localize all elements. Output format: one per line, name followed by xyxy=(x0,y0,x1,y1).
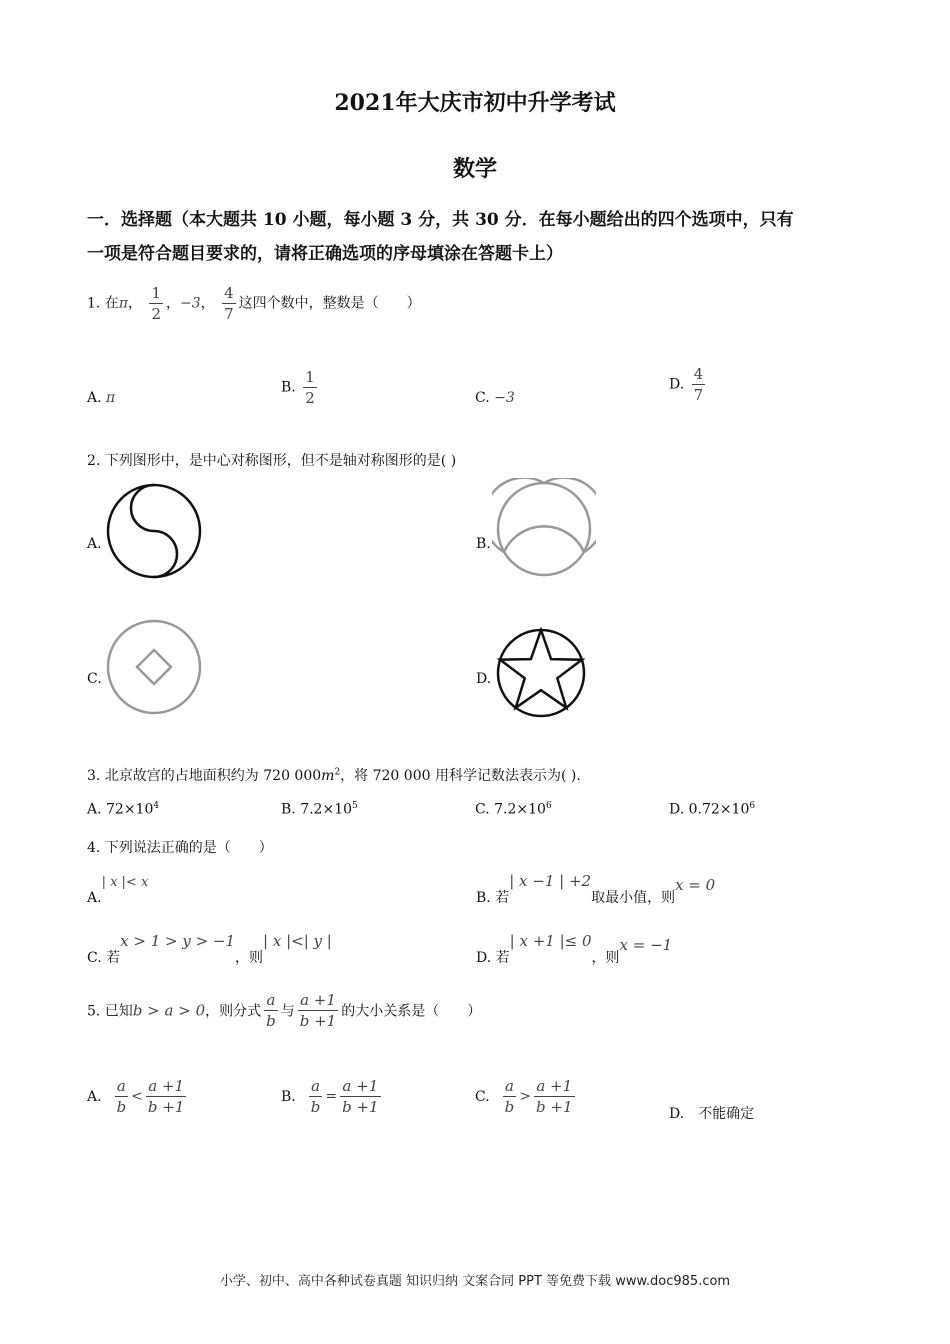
q3-option-c[interactable]: C. $7.2\times 10^6$ xyxy=(475,801,552,818)
yin-yang-figure[interactable] xyxy=(104,482,204,580)
q4-option-c[interactable]: C. 若x > 1 > y > −1，则| x |<| y | xyxy=(87,932,332,966)
section-heading-line1: 一．选择题（本大题共 10 小题，每小题 3 分，共 30 分．在每小题给出的四个选项中，只有 xyxy=(87,210,794,230)
coin-square-figure[interactable] xyxy=(104,616,204,718)
q2-option-d-label[interactable]: D. xyxy=(476,671,492,687)
question-2-stem: 2. 下列图形中，是中心对称图形，但不是轴对称图形的是( ) xyxy=(87,453,457,469)
q1-option-b[interactable]: B. $\frac{1}{2}$ xyxy=(281,368,315,407)
q5-option-a[interactable]: A. $\frac{a}{b}$ < $\frac{a +1}{b +1}$ xyxy=(87,1077,185,1116)
q3-option-d[interactable]: D. $0.72\times 10^6$ xyxy=(669,801,756,818)
footer-text: 小学、初中、高中各种试卷真题 知识归纳 文案合同 PPT 等免费下载 www.doc985.com xyxy=(219,1274,731,1289)
fraction-1-2: $\frac{1}{2}$ xyxy=(151,284,162,323)
q4-option-b[interactable]: B. 若| x −1 | +2取最小值，则x = 0 xyxy=(476,872,716,906)
q4-option-a[interactable]: A.| x |< x xyxy=(87,875,149,906)
q1-option-d[interactable]: D. $\frac{4}{7}$ xyxy=(669,365,704,404)
question-4-stem: 4. 下列说法正确的是（ ） xyxy=(87,840,273,856)
q3-option-b[interactable]: B. $7.2\times 10^5$ xyxy=(281,801,358,818)
q4-option-d[interactable]: D. 若| x +1 |≤ 0，则x = −1 xyxy=(476,932,673,966)
subject-title: 数学 xyxy=(452,156,497,182)
question-5-stem: 5. 已知b > a > 0，则分式 $\frac{a}{b}$ 与 $\frac{a +1}{b +1}$ 的大小关系是（ ） xyxy=(87,991,482,1030)
three-arc-circle-figure[interactable] xyxy=(492,478,596,580)
question-1-stem: 1. 在π， $\frac{1}{2}$ ，−3， $\frac{4}{7}$ 这四个数中，整数是（ ） xyxy=(87,284,421,323)
q3-option-a[interactable]: A. $72\times 10^4$ xyxy=(87,801,160,818)
section-heading-line2: 一项是符合题目要求的，请将正确选项的序母填涂在答题卡上） xyxy=(87,244,563,264)
q5-option-c[interactable]: C. $\frac{a}{b}$ > $\frac{a +1}{b +1}$ xyxy=(475,1077,573,1116)
q2-option-c-label[interactable]: C. xyxy=(87,671,102,687)
section-heading xyxy=(87,203,877,271)
question-3-stem: 3. 北京故宫的占地面积约为 720 $000m^2$，将 720 000 用科学记数法表示为( ). xyxy=(87,767,581,784)
q2-option-b-label[interactable]: B. xyxy=(476,536,491,552)
q5-option-d[interactable]: D. 不能确定 xyxy=(669,1106,755,1122)
page-title: 2021年大庆市初中升学考试 xyxy=(334,90,616,116)
q1-option-c[interactable]: C. −3 xyxy=(475,390,515,406)
q2-option-a-label[interactable]: A. xyxy=(87,536,102,552)
star-circle-figure[interactable] xyxy=(495,627,587,719)
q1-option-a[interactable]: A. π xyxy=(87,390,116,406)
fraction-4-7: $\frac{4}{7}$ xyxy=(224,284,234,323)
q5-option-b[interactable]: B. $\frac{a}{b}$ = $\frac{a +1}{b +1}$ xyxy=(281,1077,379,1116)
